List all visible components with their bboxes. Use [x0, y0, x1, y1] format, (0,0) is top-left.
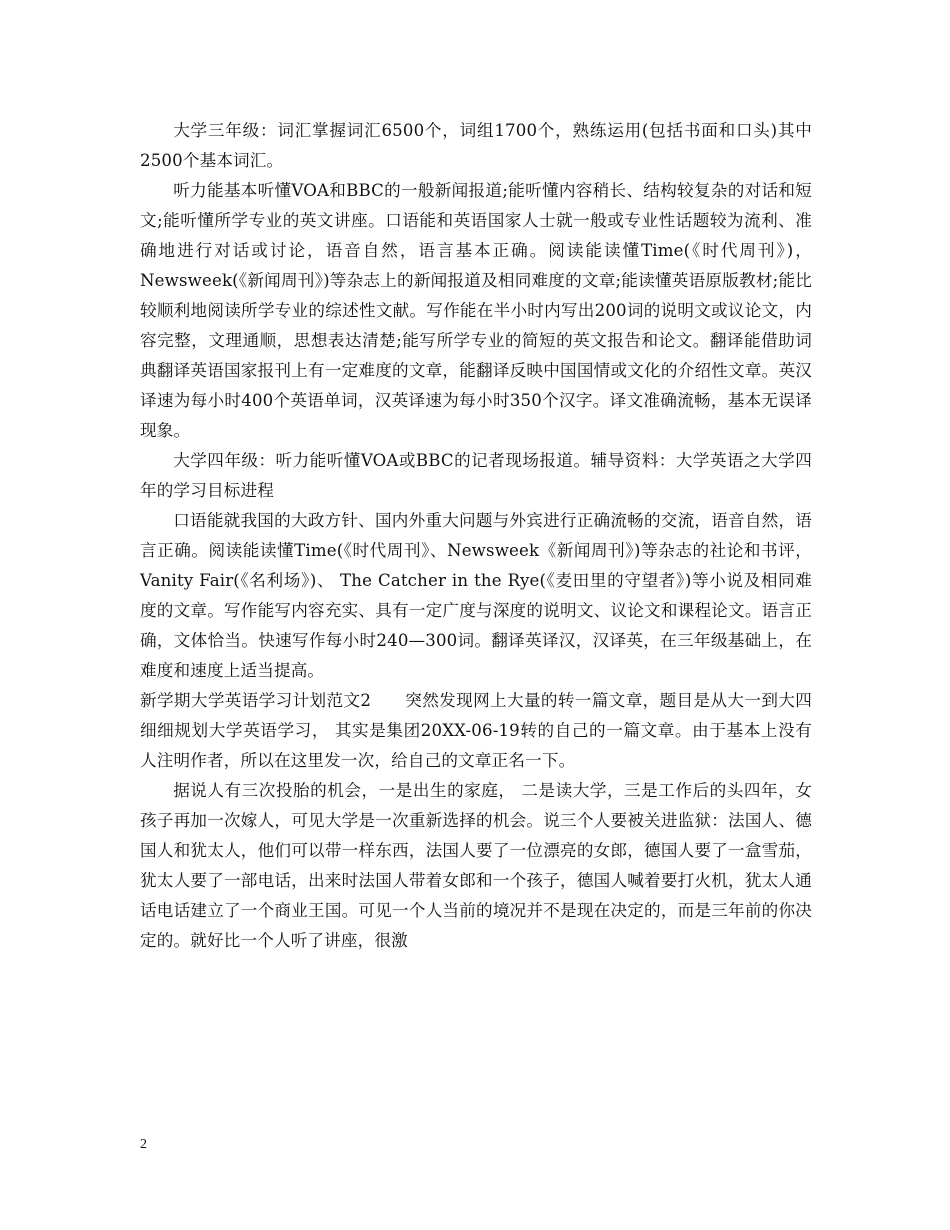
paragraph-year-three-skills: 听力能基本听懂VOA和BBC的一般新闻报道;能听懂内容稍长、结构较复杂的对话和短文;能听懂所学专业的英文讲座。口语能和英语国家人士就一般或专业性话题较为流利、准确地进行对话或讨论，语音自然，语言基本正确。阅读能读懂Time(《时代周刊》)，Newsweek(《新闻周刊》)等杂志上的新闻报道及相同难度的文章;能读懂英语原版教材;能比较顺利地阅读所学专业的综述性文献。写作能在半小时内写出200词的说明文或议论文，内容完整，文理通顺，思想表达清楚;能写所学专业的简短的英文报告和论文。翻译能借助词典翻译英语国家报刊上有一定难度的文章，能翻译反映中国国情或文化的介绍性文章。英汉译速为每小时400个英语单词，汉英译速为每小时350个汉字。译文准确流畅，基本无误译现象。 — [140, 181, 812, 440]
paragraph-year-three-vocabulary: 大学三年级：词汇掌握词汇6500个，词组1700个，熟练运用(包括书面和口头)其中2500个基本词汇。 — [140, 121, 812, 170]
paragraph-plan-sample-2: 新学期大学英语学习计划范文2 突然发现网上大量的转一篇文章，题目是从大一到大四细细规划大学英语学习， 其实是集团20XX-06-19转的自己的一篇文章。由于基本上没有人注明作者，所以在这里发一次，给自己的文章正名一下。 — [140, 691, 812, 770]
paragraph-year-four-skills: 口语能就我国的大政方针、国内外重大问题与外宾进行正确流畅的交流，语音自然，语言正确。阅读能读懂Time(《时代周刊》、Newsweek《新闻周刊》)等杂志的社论和书评，Vanity Fair(《名利场》)、 The Catcher in the Rye(《麦田里的守望者》)等小说及相同难度的文章。写作能写内容充实、具有一定广度与深度的说明文、议论文和课程论文。语言正确，文体恰当。快速写作每小时240—300词。翻译英译汉，汉译英，在三年级基础上，在难度和速度上适当提高。 — [140, 511, 812, 680]
page-number: 2 — [140, 1137, 147, 1152]
paragraph-year-four-listening: 大学四年级：听力能听懂VOA或BBC的记者现场报道。辅导资料：大学英语之大学四年的学习目标进程 — [140, 451, 812, 500]
paragraph-three-chances: 据说人有三次投胎的机会，一是出生的家庭， 二是读大学，三是工作后的头四年，女孩子再加一次嫁人，可见大学是一次重新选择的机会。说三个人要被关进监狱：法国人、德国人和犹太人，他们可以带一样东西，法国人要了一位漂亮的女郎，德国人要了一盒雪茄，犹太人要了一部电话，出来时法国人带着女郎和一个孩子，德国人喊着要打火机，犹太人通话电话建立了一个商业王国。可见一个人当前的境况并不是现在决定的，而是三年前的你决定的。就好比一个人听了讲座，很激 — [140, 781, 812, 950]
document-body — [140, 116, 812, 956]
